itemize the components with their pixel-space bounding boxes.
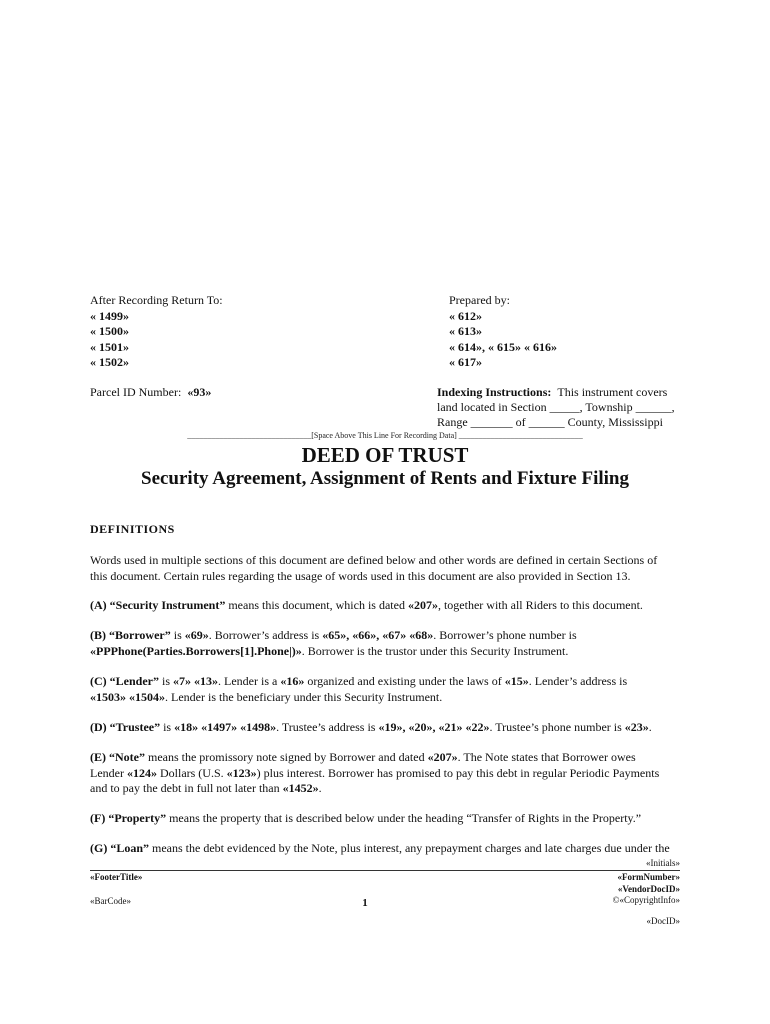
- parcel-id-value: «93»: [187, 385, 212, 399]
- document-subtitle: Security Agreement, Assignment of Rents and Fixture Filing: [141, 468, 629, 489]
- definition-b-text: is: [170, 628, 185, 642]
- definition-c-text: . Lender is the beneficiary under this Security Instrument.: [165, 689, 443, 704]
- trustee-name-field: «18» «1497» «1498»: [174, 720, 277, 734]
- return-to-line: « 1500»: [90, 324, 129, 338]
- definition-c: [90, 674, 680, 705]
- indexing-label: Indexing Instructions:: [437, 385, 552, 399]
- definition-e-text: and to pay the debt in full not later than: [90, 781, 283, 795]
- definition-d: [90, 720, 680, 736]
- return-to-label: After Recording Return To:: [90, 293, 223, 307]
- indexing-line: Range _______ of ______ County, Mississippi: [437, 415, 663, 429]
- return-to-block: [90, 293, 390, 371]
- copyright-info: ©«CopyrightInfo»: [612, 895, 680, 905]
- definition-c-text: is: [159, 674, 174, 688]
- note-date-field: «207»: [427, 750, 458, 764]
- vendor-doc-id: «VendorDocID»: [617, 884, 680, 894]
- prepared-by-line: « 613»: [449, 324, 482, 338]
- definition-b-text: . Borrower’s phone number is: [433, 628, 577, 642]
- prepared-by-block: [449, 293, 689, 371]
- footer-divider: [90, 870, 680, 871]
- lender-name-field: «7» «13»: [173, 674, 219, 688]
- prepared-by-line: « 614», « 615» « 616»: [449, 339, 557, 354]
- definition-d-text: . Trustee’s phone number is: [489, 720, 625, 734]
- prepared-by-line: « 617»: [449, 355, 482, 369]
- lender-address-field: «1503» «1504»: [90, 689, 165, 704]
- definition-e-text: ) plus interest. Borrower has promised to pay this debt in regular Periodic Payments: [256, 765, 660, 780]
- document-title: DEED OF TRUST: [301, 443, 469, 467]
- definition-c-text: . Lender’s address is: [528, 674, 628, 688]
- definition-f-text: means the property that is described below under the heading “Transfer of Rights in the Property.”: [166, 811, 642, 825]
- borrower-phone-field: «PPPhone(Parties.Borrowers[1].Phone|)»: [90, 643, 302, 658]
- borrower-address-field: «65», «66», «67» «68»: [322, 628, 434, 642]
- definition-a-label: (A) “Security Instrument”: [90, 598, 226, 612]
- definition-c-text: organized and existing under the laws of: [304, 674, 505, 688]
- definition-e-label: (E) “Note”: [90, 750, 145, 764]
- definition-c-text: . Lender is a: [218, 674, 281, 688]
- definition-d-text: . Trustee’s address is: [276, 720, 379, 734]
- return-to-line: « 1499»: [90, 308, 129, 323]
- definition-f-label: (F) “Property”: [90, 811, 167, 825]
- definition-b-text: . Borrower’s address is: [208, 628, 323, 642]
- maturity-date-field: «1452»: [282, 781, 319, 795]
- trustee-address-field: «19», «20», «21» «22»: [378, 720, 490, 734]
- prepared-by-label: Prepared by:: [449, 293, 510, 307]
- definition-a: [90, 598, 680, 614]
- footer-title: «FooterTitle»: [90, 872, 143, 882]
- loan-amount-field: «123»: [226, 765, 257, 780]
- definition-b-text: . Borrower is the trustor under this Security Instrument.: [301, 643, 569, 658]
- borrower-name-field: «69»: [184, 628, 209, 642]
- definition-e-text: .: [318, 781, 322, 795]
- trustee-phone-field: «23»: [624, 720, 649, 734]
- indexing-line: land located in Section _____, Township ______,: [437, 400, 675, 414]
- indexing-text: This instrument covers: [557, 385, 668, 399]
- definitions-heading: DEFINITIONS: [90, 522, 175, 536]
- form-number: «FormNumber»: [617, 872, 680, 882]
- definition-f: [90, 811, 680, 827]
- definition-e-text: Lender: [90, 765, 127, 780]
- definition-g-text: means the debt evidenced by the Note, plus interest, any prepayment charges and late charges due under the: [149, 841, 670, 855]
- indexing-instructions: [437, 385, 682, 430]
- barcode-field: «BarCode»: [90, 896, 131, 906]
- intro-line: this document. Certain rules regarding the usage of words used in this document are also provided in Section 13.: [90, 568, 631, 583]
- prepared-by-line: « 612»: [449, 308, 482, 323]
- definition-d-text: is: [160, 720, 175, 734]
- definition-a-text: means this document, which is dated: [225, 598, 408, 612]
- definitions-intro: [90, 553, 680, 584]
- page-number: 1: [362, 897, 368, 909]
- initials-field: «Initials»: [646, 858, 680, 868]
- definition-e-text: . The Note states that Borrower owes: [457, 750, 636, 764]
- parcel-id: [90, 385, 211, 400]
- return-to-line: « 1502»: [90, 355, 129, 369]
- doc-id: «DocID»: [646, 916, 680, 926]
- intro-line: Words used in multiple sections of this document are defined below and other words are defined in certain Sections of: [90, 553, 658, 567]
- lender-type-field: «16»: [280, 674, 305, 688]
- definition-g-label: (G) “Loan”: [90, 841, 150, 855]
- definition-d-text: .: [648, 720, 652, 734]
- definition-b: [90, 628, 680, 659]
- parcel-id-label: Parcel ID Number:: [90, 385, 182, 399]
- definition-a-text: , together with all Riders to this document.: [437, 598, 643, 612]
- definition-e-text: Dollars (U.S.: [156, 765, 227, 780]
- loan-amount-words-field: «124»: [126, 765, 157, 780]
- definition-a-date: «207»: [407, 598, 438, 612]
- definition-c-label: (C) “Lender”: [90, 674, 159, 688]
- definition-e-text: means the promissory note signed by Borrower and dated: [144, 750, 428, 764]
- recording-data-line: _______________________________[Space Above This Line For Recording Data] _______________________________: [187, 431, 583, 440]
- return-to-line: « 1501»: [90, 339, 129, 354]
- lender-state-field: «15»: [504, 674, 529, 688]
- definition-d-label: (D) “Trustee”: [90, 720, 161, 734]
- definition-g: [90, 841, 680, 857]
- definition-b-label: (B) “Borrower”: [90, 628, 171, 642]
- definition-e: [90, 750, 680, 797]
